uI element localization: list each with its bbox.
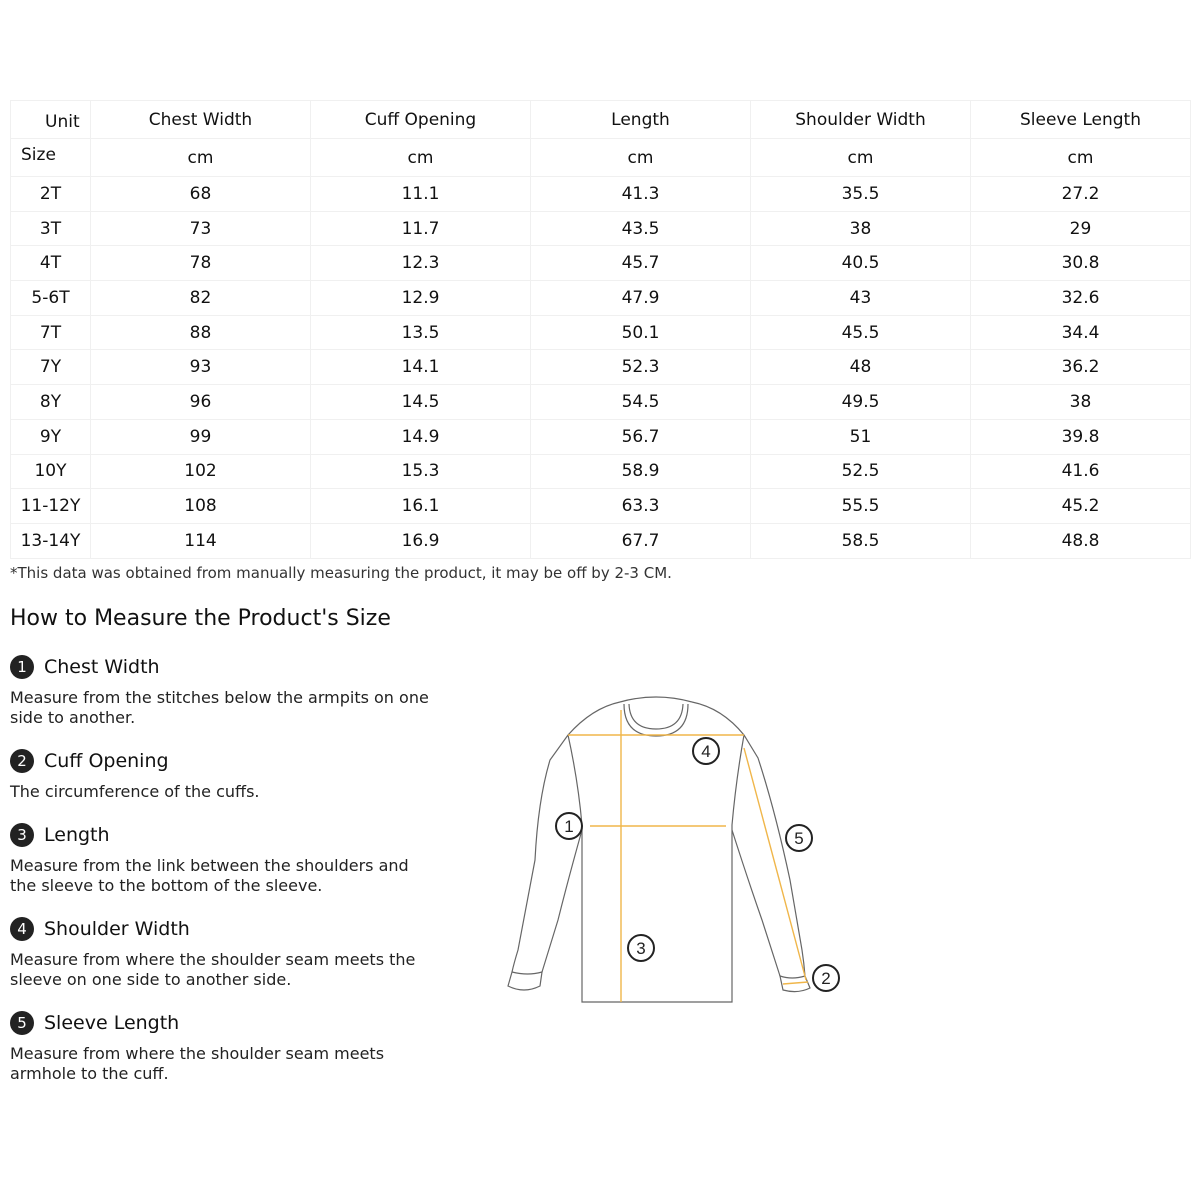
unit-cell: cm <box>91 139 311 177</box>
value-cell: 50.1 <box>531 315 751 350</box>
value-cell: 114 <box>91 523 311 558</box>
value-cell: 63.3 <box>531 489 751 524</box>
value-cell: 38 <box>971 385 1191 420</box>
collar-outer <box>620 697 692 702</box>
value-cell: 34.4 <box>971 315 1191 350</box>
guide-item-title: Chest Width <box>44 656 160 678</box>
size-cell: 11-12Y <box>11 489 91 524</box>
value-cell: 45.2 <box>971 489 1191 524</box>
value-cell: 16.9 <box>311 523 531 558</box>
marker-2 <box>813 965 839 991</box>
table-row <box>11 523 1191 558</box>
value-cell: 58.5 <box>751 523 971 558</box>
guide-item-description: Measure from the link between the shoulders and the sleeve to the bottom of the sleeve. <box>10 856 409 895</box>
guide-item-title: Length <box>44 824 110 846</box>
size-cell: 13-14Y <box>11 523 91 558</box>
shirt-outline <box>508 697 810 1002</box>
size-cell: 4T <box>11 246 91 281</box>
right-sleeve-inner <box>732 830 780 976</box>
value-cell: 58.9 <box>531 454 751 489</box>
guide-item-title: Cuff Opening <box>44 750 169 772</box>
size-cell: 5-6T <box>11 281 91 316</box>
value-cell: 11.7 <box>311 211 531 246</box>
value-cell: 56.7 <box>531 419 751 454</box>
value-cell: 14.1 <box>311 350 531 385</box>
marker-label: 5 <box>794 829 804 848</box>
value-cell: 32.6 <box>971 281 1191 316</box>
value-cell: 14.9 <box>311 419 531 454</box>
value-cell: 99 <box>91 419 311 454</box>
header-shoulder-width: Shoulder Width <box>751 101 971 139</box>
table-units-row <box>11 139 1191 177</box>
value-cell: 41.6 <box>971 454 1191 489</box>
unit-cell: cm <box>751 139 971 177</box>
value-cell: 39.8 <box>971 419 1191 454</box>
table-row <box>11 489 1191 524</box>
header-cuff-opening: Cuff Opening <box>311 101 531 139</box>
value-cell: 15.3 <box>311 454 531 489</box>
table-row <box>11 211 1191 246</box>
size-cell: 10Y <box>11 454 91 489</box>
size-cell: 7T <box>11 315 91 350</box>
value-cell: 49.5 <box>751 385 971 420</box>
value-cell: 40.5 <box>751 246 971 281</box>
marker-label: 4 <box>701 742 711 761</box>
corner-cell <box>11 101 91 139</box>
header-chest-width: Chest Width <box>91 101 311 139</box>
guide-item-sleeve-length <box>10 1010 440 1084</box>
marker-group <box>556 738 839 991</box>
sleeve-length-line <box>744 748 806 980</box>
table-row <box>11 419 1191 454</box>
value-cell: 47.9 <box>531 281 751 316</box>
value-cell: 48 <box>751 350 971 385</box>
body-sides <box>568 735 744 1002</box>
left-sleeve-inner <box>542 830 582 972</box>
guide-item-cuff-opening <box>10 748 440 802</box>
guide-item-title: Shoulder Width <box>44 918 190 940</box>
marker-4 <box>693 738 719 764</box>
value-cell: 13.5 <box>311 315 531 350</box>
value-cell: 41.3 <box>531 177 751 212</box>
guide-item-length <box>10 822 440 896</box>
value-cell: 68 <box>91 177 311 212</box>
value-cell: 52.5 <box>751 454 971 489</box>
value-cell: 35.5 <box>751 177 971 212</box>
marker-5 <box>786 825 812 851</box>
value-cell: 55.5 <box>751 489 971 524</box>
marker-label: 3 <box>636 939 646 958</box>
value-cell: 48.8 <box>971 523 1191 558</box>
marker-1 <box>556 813 582 839</box>
value-cell: 96 <box>91 385 311 420</box>
value-cell: 14.5 <box>311 385 531 420</box>
number-badge: 1 <box>10 655 34 679</box>
guide-item-title: Sleeve Length <box>44 1012 180 1034</box>
value-cell: 102 <box>91 454 311 489</box>
value-cell: 88 <box>91 315 311 350</box>
value-cell: 108 <box>91 489 311 524</box>
size-label-cell <box>11 139 91 177</box>
size-chart-table <box>10 100 1191 559</box>
value-cell: 43 <box>751 281 971 316</box>
number-badge: 4 <box>10 917 34 941</box>
number-badge: 3 <box>10 823 34 847</box>
value-cell: 16.1 <box>311 489 531 524</box>
unit-cell: cm <box>971 139 1191 177</box>
guide-item-description: Measure from where the shoulder seam meets the sleeve on one side to another side. <box>10 950 416 989</box>
header-length: Length <box>531 101 751 139</box>
marker-3 <box>628 935 654 961</box>
value-cell: 78 <box>91 246 311 281</box>
table-row <box>11 177 1191 212</box>
measurement-note: *This data was obtained from manually measuring the product, it may be off by 2-3 CM. <box>10 564 672 582</box>
value-cell: 73 <box>91 211 311 246</box>
size-cell: 7Y <box>11 350 91 385</box>
table-row <box>11 385 1191 420</box>
unit-cell: cm <box>531 139 751 177</box>
guide-item-chest-width <box>10 654 440 728</box>
value-cell: 27.2 <box>971 177 1191 212</box>
value-cell: 30.8 <box>971 246 1191 281</box>
value-cell: 52.3 <box>531 350 751 385</box>
table-row <box>11 454 1191 489</box>
header-sleeve-length: Sleeve Length <box>971 101 1191 139</box>
cuff-opening-line <box>783 982 808 984</box>
marker-label: 2 <box>821 969 831 988</box>
guide-item-description: Measure from where the shoulder seam meets armhole to the cuff. <box>10 1044 385 1083</box>
guide-title: How to Measure the Product's Size <box>10 606 391 631</box>
guide-item-shoulder-width <box>10 916 440 990</box>
value-cell: 54.5 <box>531 385 751 420</box>
value-cell: 67.7 <box>531 523 751 558</box>
measurement-lines <box>568 710 808 1002</box>
table-row <box>11 350 1191 385</box>
value-cell: 12.9 <box>311 281 531 316</box>
value-cell: 82 <box>91 281 311 316</box>
marker-label: 1 <box>564 817 574 836</box>
guide-item-description: The circumference of the cuffs. <box>10 782 260 801</box>
unit-cell: cm <box>311 139 531 177</box>
size-cell: 9Y <box>11 419 91 454</box>
value-cell: 12.3 <box>311 246 531 281</box>
value-cell: 45.5 <box>751 315 971 350</box>
collar-inner <box>629 704 683 729</box>
value-cell: 36.2 <box>971 350 1191 385</box>
size-cell: 2T <box>11 177 91 212</box>
value-cell: 43.5 <box>531 211 751 246</box>
table-row <box>11 315 1191 350</box>
guide-item-description: Measure from the stitches below the armpits on one side to another. <box>10 688 429 727</box>
value-cell: 45.7 <box>531 246 751 281</box>
value-cell: 11.1 <box>311 177 531 212</box>
size-label: Size <box>21 145 56 165</box>
table-header-row <box>11 101 1191 139</box>
shirt-measurement-diagram <box>490 680 870 1020</box>
number-badge: 5 <box>10 1011 34 1035</box>
size-cell: 3T <box>11 211 91 246</box>
number-badge: 2 <box>10 749 34 773</box>
value-cell: 93 <box>91 350 311 385</box>
unit-label: Unit <box>45 112 80 132</box>
left-cuff <box>508 972 542 990</box>
value-cell: 51 <box>751 419 971 454</box>
value-cell: 38 <box>751 211 971 246</box>
table-row <box>11 246 1191 281</box>
size-cell: 8Y <box>11 385 91 420</box>
value-cell: 29 <box>971 211 1191 246</box>
table-row <box>11 281 1191 316</box>
